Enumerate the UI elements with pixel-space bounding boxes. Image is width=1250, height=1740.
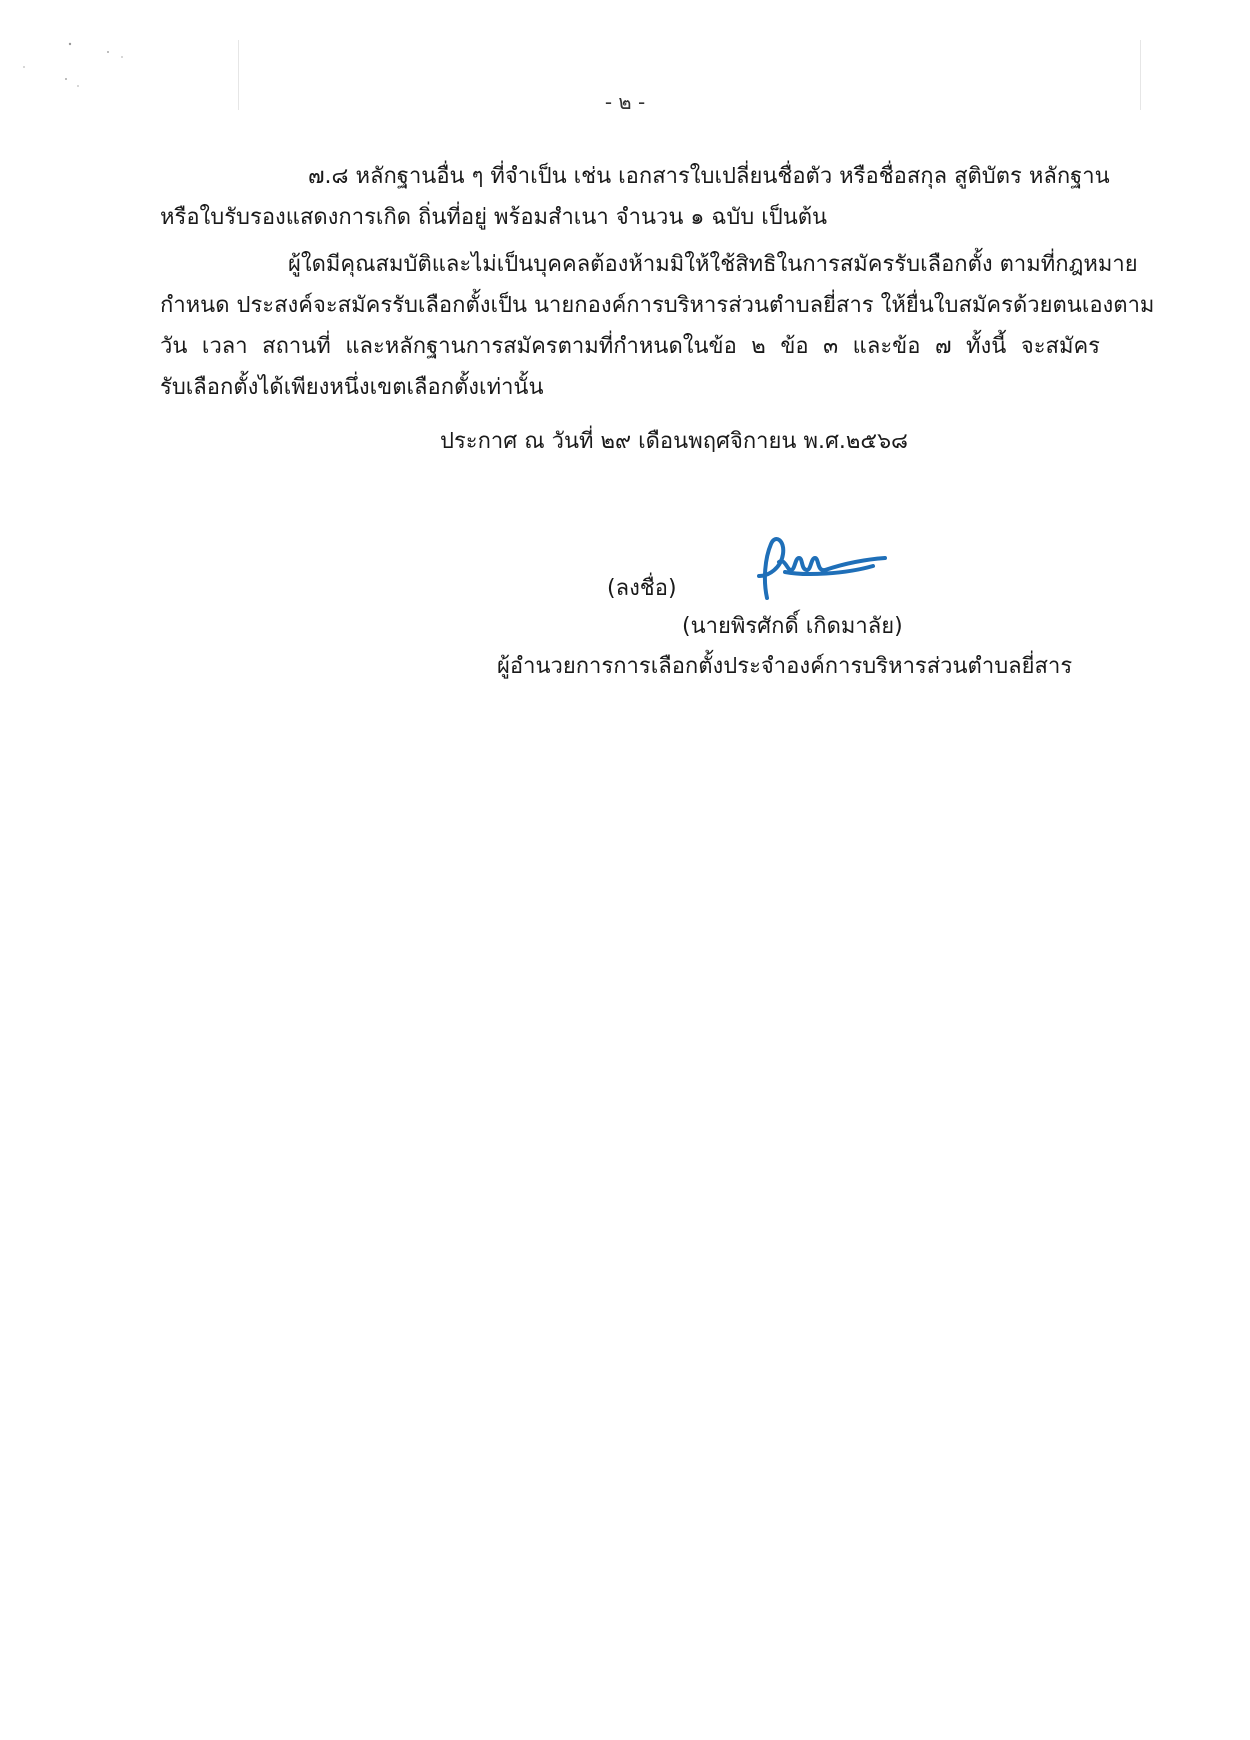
paragraph-line: วัน เวลา สถานที่ และหลักฐานการสมัครตามที่กำหนดในข้อ ๒ ข้อ ๓ และข้อ ๗ ทั้งนี้ จะสมัคร — [160, 334, 1100, 359]
paragraph-line: ผู้ใดมีคุณสมบัติและไม่เป็นบุคคลต้องห้ามมิให้ใช้สิทธิในการสมัครรับเลือกตั้ง ตามที่กฎหมาย — [288, 252, 1138, 277]
paragraph-line: รับเลือกตั้งได้เพียงหนึ่งเขตเลือกตั้งเท่านั้น — [160, 375, 544, 400]
paragraph-line: ๗.๘ หลักฐานอื่น ๆ ที่จำเป็น เช่น เอกสารใบเปลี่ยนชื่อตัว หรือชื่อสกุล สูติบัตร หลักฐาน — [308, 164, 1110, 189]
scan-artifact-specks — [0, 0, 140, 100]
page-number: - ๒ - — [604, 90, 646, 114]
signer-title: ผู้อำนวยการการเลือกตั้งประจำองค์การบริหารส่วนตำบลยี่สาร — [497, 654, 1073, 679]
eligibility-paragraph — [160, 244, 1155, 408]
announcement-date: ประกาศ ณ วันที่ ๒๙ เดือนพฤศจิกายน พ.ศ.๒๕๖๘ — [440, 429, 909, 454]
item-7-8-paragraph — [160, 156, 1110, 238]
signature-label: (ลงชื่อ) — [607, 576, 677, 601]
signer-name: (นายพิรศักดิ์ เกิดมาลัย) — [682, 614, 903, 639]
handwritten-signature — [745, 536, 895, 606]
paragraph-line: กำหนด ประสงค์จะสมัครรับเลือกตั้งเป็น นายกองค์การบริหารส่วนตำบลยี่สาร ให้ยื่นใบสมัครด้วยตนเองตาม — [160, 293, 1155, 318]
paragraph-line: หรือใบรับรองแสดงการเกิด ถิ่นที่อยู่ พร้อมสำเนา จำนวน ๑ ฉบับ เป็นต้น — [160, 205, 828, 230]
